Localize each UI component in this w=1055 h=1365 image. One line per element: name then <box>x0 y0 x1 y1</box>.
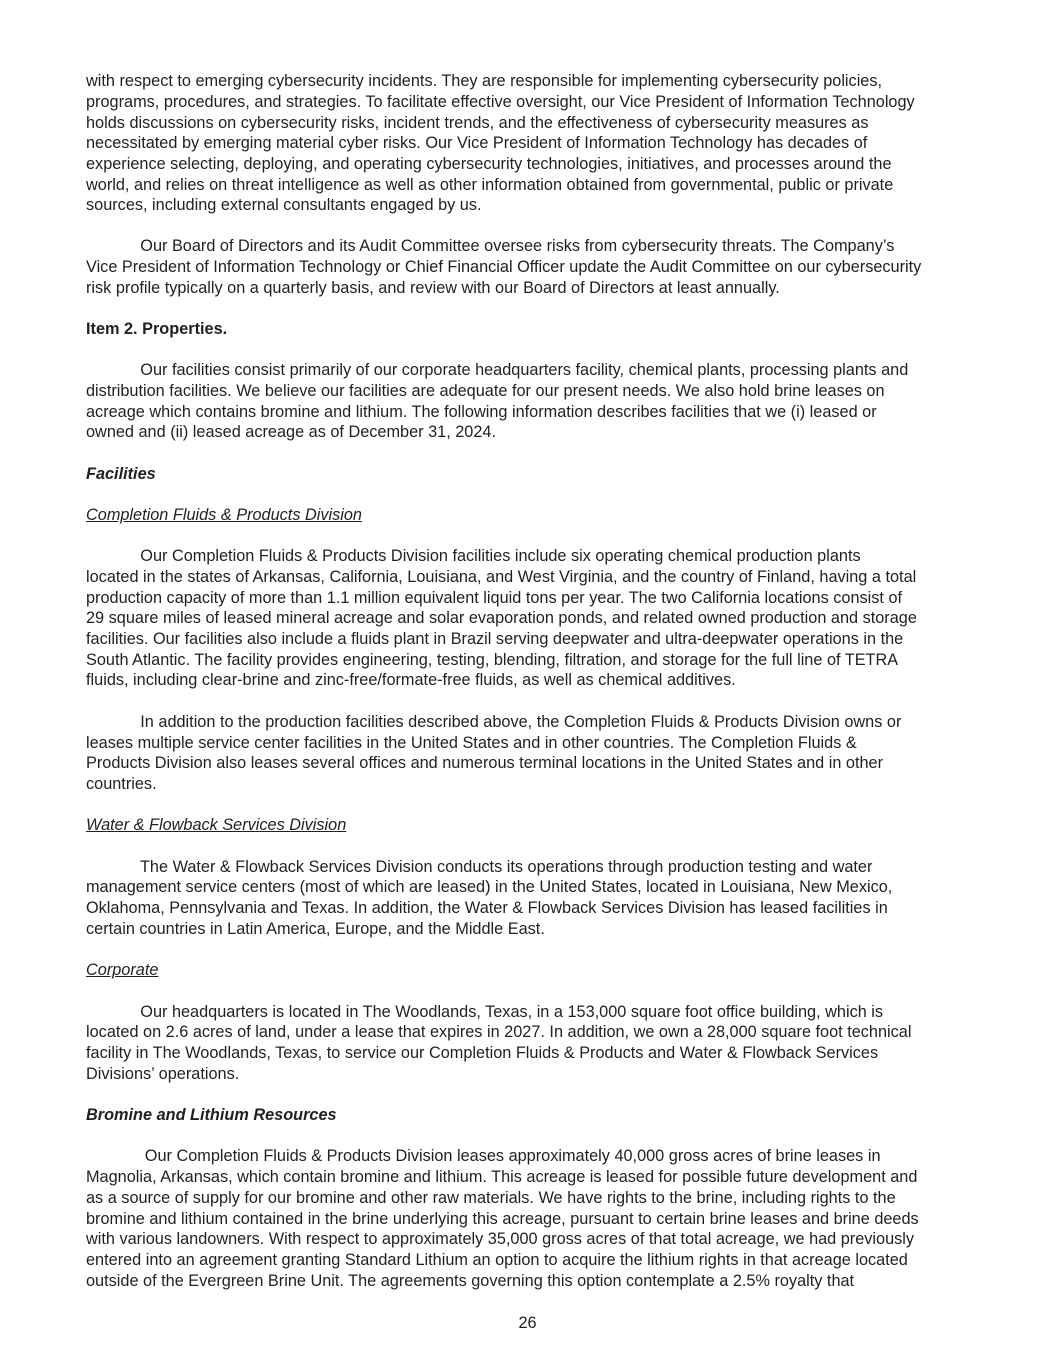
text-line: holds discussions on cybersecurity risks, incident trends, and the effectiveness of cybersecurity measures as <box>86 114 869 132</box>
facilities-heading: Facilities <box>86 465 156 483</box>
item-2-heading: Item 2. Properties. <box>86 320 228 338</box>
text-line: The Water & Flowback Services Division conducts its operations through production testing and water <box>86 858 873 876</box>
text-line: Vice President of Information Technology or Chief Financial Officer update the Audit Committee on our cybersecurity <box>86 258 922 276</box>
text-line: Divisions’ operations. <box>86 1065 240 1083</box>
text-line: with various landowners. With respect to approximately 35,000 gross acres of that total acreage, we had previously <box>86 1230 915 1248</box>
text-line: South Atlantic. The facility provides engineering, testing, blending, filtration, and storage for the full line of TETRA <box>86 651 899 669</box>
text-line: Products Division also leases several offices and numerous terminal locations in the United States and in other <box>86 754 884 772</box>
text-line: owned and (ii) leased acreage as of December 31, 2024. <box>86 423 496 441</box>
text-line: leases multiple service center facilities in the United States and in other countries. The Completion Fluids & <box>86 734 857 752</box>
text-line: Magnolia, Arkansas, which contain bromine and lithium. This acreage is leased for possible future development and <box>86 1168 918 1186</box>
text-line: Our Board of Directors and its Audit Committee oversee risks from cybersecurity threats. The Company’s <box>86 237 895 255</box>
text-line: Our Completion Fluids & Products Division facilities include six operating chemical production plants <box>86 547 861 565</box>
text-line: fluids, including clear-brine and zinc-free/formate-free fluids, as well as chemical additives. <box>86 671 736 689</box>
text-line: acreage which contains bromine and lithium. The following information describes facilities that we (i) leased or <box>86 403 877 421</box>
text-line: world, and relies on threat intelligence as well as other information obtained from governmental, public or private <box>86 176 894 194</box>
text-line: risk profile typically on a quarterly basis, and review with our Board of Directors at least annually. <box>86 279 780 297</box>
text-line: 29 square miles of leased mineral acreage and solar evaporation ponds, and related owned production and storage <box>86 609 917 627</box>
text-line: Our facilities consist primarily of our corporate headquarters facility, chemical plants, processing plants and <box>86 361 909 379</box>
water-flowback-heading: Water & Flowback Services Division <box>86 816 347 834</box>
text-line: certain countries in Latin America, Europe, and the Middle East. <box>86 920 545 938</box>
text-line: experience selecting, deploying, and operating cybersecurity technologies, initiatives, and processes around the <box>86 155 892 173</box>
text-line: countries. <box>86 775 157 793</box>
text-line: bromine and lithium contained in the brine underlying this acreage, pursuant to certain brine leases and brine deeds <box>86 1210 919 1228</box>
text-line: facility in The Woodlands, Texas, to service our Completion Fluids & Products and Water & Flowback Services <box>86 1044 879 1062</box>
text-line: entered into an agreement granting Standard Lithium an option to acquire the lithium rights in that acreage located <box>86 1251 908 1269</box>
text-line: programs, procedures, and strategies. To facilitate effective oversight, our Vice President of Information Technology <box>86 93 915 111</box>
text-line: with respect to emerging cybersecurity incidents. They are responsible for implementing cybersecurity policies, <box>86 72 883 90</box>
text-line: located on 2.6 acres of land, under a lease that expires in 2027. In addition, we own a 28,000 square foot technical <box>86 1023 912 1041</box>
text-line: Oklahoma, Pennsylvania and Texas. In addition, the Water & Flowback Services Division has leased facilities in <box>86 899 888 917</box>
completion-fluids-heading: Completion Fluids & Products Division <box>86 506 362 524</box>
corporate-heading: Corporate <box>86 961 159 979</box>
text-line: facilities. Our facilities also include a fluids plant in Brazil serving deepwater and ultra-deepwater operations in the <box>86 630 904 648</box>
page-number: 26 <box>518 1314 537 1332</box>
text-line: outside of the Evergreen Brine Unit. The agreements governing this option contemplate a 2.5% royalty that <box>86 1272 855 1290</box>
text-line: sources, including external consultants engaged by us. <box>86 196 482 214</box>
text-line: production capacity of more than 1.1 million equivalent liquid tons per year. The two California locations consist of <box>86 589 903 607</box>
text-line: distribution facilities. We believe our facilities are adequate for our present needs. We also hold brine leases on <box>86 382 885 400</box>
text-line: necessitated by emerging material cyber risks. Our Vice President of Information Technology has decades of <box>86 134 868 152</box>
text-line: Our headquarters is located in The Woodlands, Texas, in a 153,000 square foot office building, which is <box>86 1003 884 1021</box>
text-line: located in the states of Arkansas, California, Louisiana, and West Virginia, and the country of Finland, having a total <box>86 568 917 586</box>
text-line: management service centers (most of which are leased) in the United States, located in Louisiana, New Mexico, <box>86 878 893 896</box>
text-line: as a source of supply for our bromine and other raw materials. We have rights to the brine, including rights to the <box>86 1189 896 1207</box>
text-line: In addition to the production facilities described above, the Completion Fluids & Products Division owns or <box>86 713 902 731</box>
text-line: Our Completion Fluids & Products Division leases approximately 40,000 gross acres of brine leases in <box>86 1147 881 1165</box>
bromine-lithium-heading: Bromine and Lithium Resources <box>86 1106 337 1124</box>
